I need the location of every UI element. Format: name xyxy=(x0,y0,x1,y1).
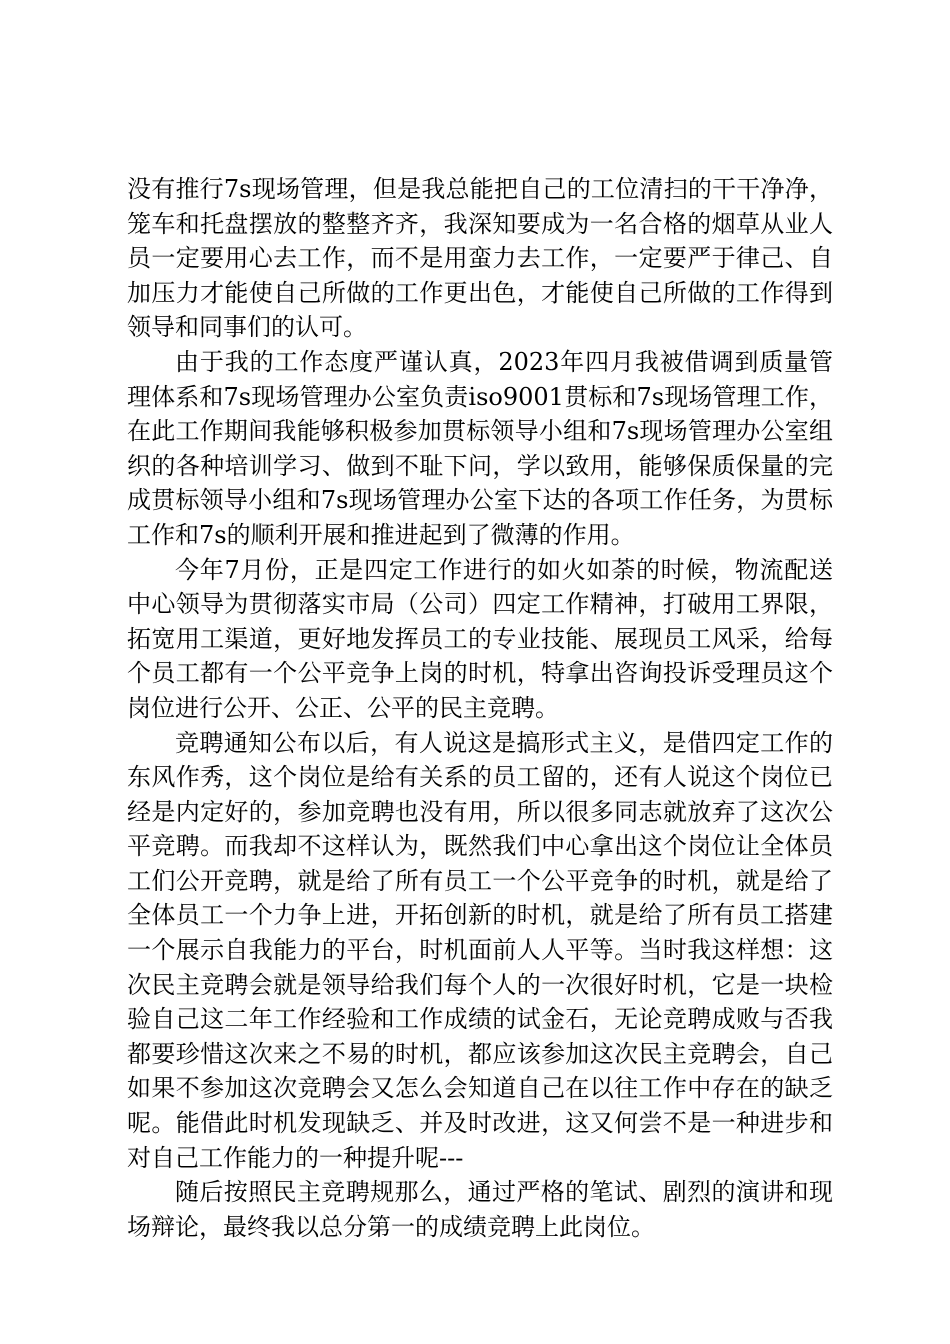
paragraph-decision: 竞聘通知公布以后，有人说这是搞形式主义，是借四定工作的东风作秀，这个岗位是给有关系的员工留的，还有人说这个岗位已经是内定好的，参加竞聘也没有用，所以很多同志就放弃了这次公平竞聘。而我却不这样认为，既然我们中心拿出这个岗位让全体员工们公开竞聘，就是给了所有员工一个公平竞争的时机，就是给了全体员工一个力争上进，开拓创新的时机，就是给了所有员工搭建一个展示自我能力的平台，时机面前人人平等。当时我这样想：这次民主竞聘会就是领导给我们每个人的一次很好时机，它是一块检验自己这二年工作经验和工作成绩的试金石，无论竞聘成败与否我都要珍惜这次来之不易的时机，都应该参加这次民主竞聘会，自己如果不参加这次竞聘会又怎么会知道自己在以往工作中存在的缺乏呢。能借此时机发现缺乏、并及时改进，这又何尝不是一种进步和对自己工作能力的一种提升呢--- xyxy=(127,728,833,1172)
paragraph-recruitment-notice: 今年7月份，正是四定工作进行的如火如荼的时候，物流配送中心领导为贯彻落实市局（公司）四定工作精神，打破用工界限，拓宽用工渠道，更好地发挥员工的专业技能、展现员工风采，给每个员工都有一个公平竞争上岗的时机，特拿出咨询投诉受理员这个岗位进行公开、公正、公平的民主竞聘。 xyxy=(127,555,833,722)
paragraph-continuation: 没有推行7s现场管理，但是我总能把自己的工位清扫的干干净净，笼车和托盘摆放的整整齐齐，我深知要成为一名合格的烟草从业人员一定要用心去工作，而不是用蛮力去工作，一定要严于律己、自加压力才能使自己所做的工作更出色，才能使自己所做的工作得到领导和同事们的认可。 xyxy=(127,175,833,342)
paragraph-result: 随后按照民主竞聘规那么，通过严格的笔试、剧烈的演讲和现场辩论，最终我以总分第一的成绩竞聘上此岗位。 xyxy=(127,1178,833,1241)
document-body xyxy=(127,172,833,1244)
paragraph-secondment: 由于我的工作态度严谨认真，2023年四月我被借调到质量管理体系和7s现场管理办公室负责iso9001贯标和7s现场管理工作，在此工作期间我能够积极参加贯标领导小组和7s现场管理办公室组织的各种培训学习、做到不耻下问，学以致用，能够保质保量的完成贯标领导小组和7s现场管理办公室下达的各项工作任务，为贯标工作和7s的顺利开展和推进起到了微薄的作用。 xyxy=(127,347,833,549)
